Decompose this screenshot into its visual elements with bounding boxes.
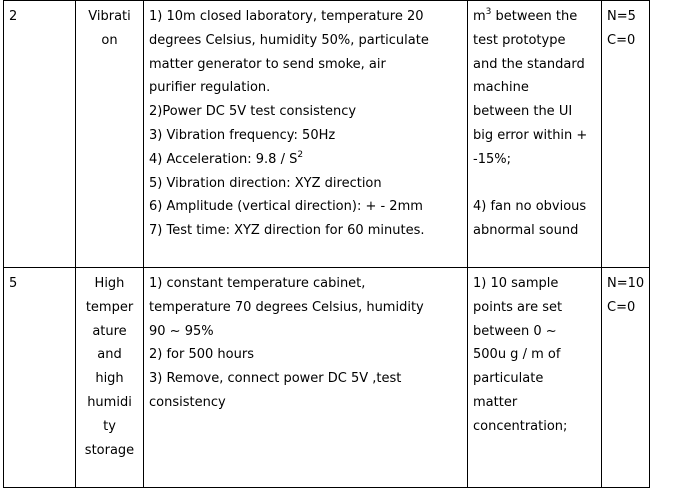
result-line: N=10 — [607, 276, 645, 291]
condition-line: 6) Amplitude (vertical direction): + - 2mm — [149, 199, 423, 215]
test-conditions-cell — [144, 1, 468, 268]
condition-line: 5) Vibration direction: XYZ direction — [149, 175, 382, 191]
criteria-line: between 0 ~ — [473, 323, 557, 339]
criteria-line: matter — [473, 394, 518, 410]
result-line: C=0 — [607, 299, 636, 315]
result-line: N=5 — [607, 9, 636, 24]
condition-line: 3) Remove, connect power DC 5V ,test — [149, 371, 402, 387]
criteria-line: abnormal sound — [473, 223, 579, 239]
criteria-cell — [468, 268, 602, 488]
table-row — [4, 268, 650, 488]
test-name-line: High — [94, 276, 125, 291]
criteria-line: points are set — [473, 299, 563, 315]
test-name-line: high — [95, 371, 124, 387]
condition-line: purifier regulation. — [149, 80, 271, 96]
criteria-cell — [468, 1, 602, 268]
test-number: 5 — [9, 276, 18, 291]
criteria-line: -15%; — [473, 151, 511, 167]
criteria-line: concentration; — [473, 418, 568, 434]
test-name-line: humidi — [87, 394, 132, 410]
criteria-line — [473, 5, 596, 29]
criteria-line: 1) 10 sample — [473, 276, 559, 291]
condition-line: 2) for 500 hours — [149, 347, 254, 363]
criteria-line: test prototype — [473, 32, 566, 48]
test-name-line: on — [101, 32, 118, 48]
acceleration-text: 4) Acceleration: 9.8 / S — [149, 151, 298, 167]
criteria-line: big error within + — [473, 127, 588, 143]
criteria-line: 4) fan no obvious — [473, 199, 587, 215]
condition-line: matter generator to send smoke, air — [149, 56, 386, 72]
criteria-line: 500u g / m of — [473, 347, 561, 363]
test-name-line: ty — [103, 418, 116, 434]
condition-line: 3) Vibration frequency: 50Hz — [149, 127, 336, 143]
result-cell — [602, 268, 650, 488]
test-name-line: temper — [85, 299, 134, 315]
test-conditions-cell — [144, 268, 468, 488]
condition-line: consistency — [149, 394, 226, 410]
condition-line: 1) 10m closed laboratory, temperature 20 — [149, 9, 424, 24]
test-number-cell — [4, 268, 76, 488]
blank-line — [473, 172, 596, 196]
condition-line: temperature 70 degrees Celsius, humidity — [149, 299, 424, 315]
condition-line: 7) Test time: XYZ direction for 60 minutes. — [149, 223, 425, 239]
condition-line: 2)Power DC 5V test consistency — [149, 104, 357, 120]
condition-line: 1) constant temperature cabinet, — [149, 276, 366, 291]
result-line: C=0 — [607, 32, 636, 48]
criteria-line: particulate — [473, 371, 544, 387]
result-cell — [602, 1, 650, 268]
condition-line — [149, 148, 462, 172]
test-name-cell — [76, 1, 144, 268]
test-name-line: storage — [84, 442, 135, 458]
test-number: 2 — [9, 9, 18, 24]
unit-exponent: 3 — [485, 7, 492, 17]
unit-base: m — [473, 9, 486, 24]
condition-line: degrees Celsius, humidity 50%, particulate — [149, 32, 429, 48]
acceleration-exponent: 2 — [297, 149, 304, 160]
test-name-line: Vibrati — [88, 9, 131, 24]
criteria-line: machine — [473, 80, 529, 96]
test-name-line: ature — [92, 323, 127, 339]
test-number-cell — [4, 1, 76, 268]
table-row — [4, 1, 650, 268]
criteria-line: between the UI — [473, 104, 573, 120]
criteria-text: between the — [491, 9, 578, 24]
condition-line: 90 ~ 95% — [149, 323, 214, 339]
criteria-line: and the standard — [473, 56, 585, 72]
test-name-cell — [76, 268, 144, 488]
test-name-line: and — [97, 347, 122, 363]
test-table — [3, 0, 650, 488]
